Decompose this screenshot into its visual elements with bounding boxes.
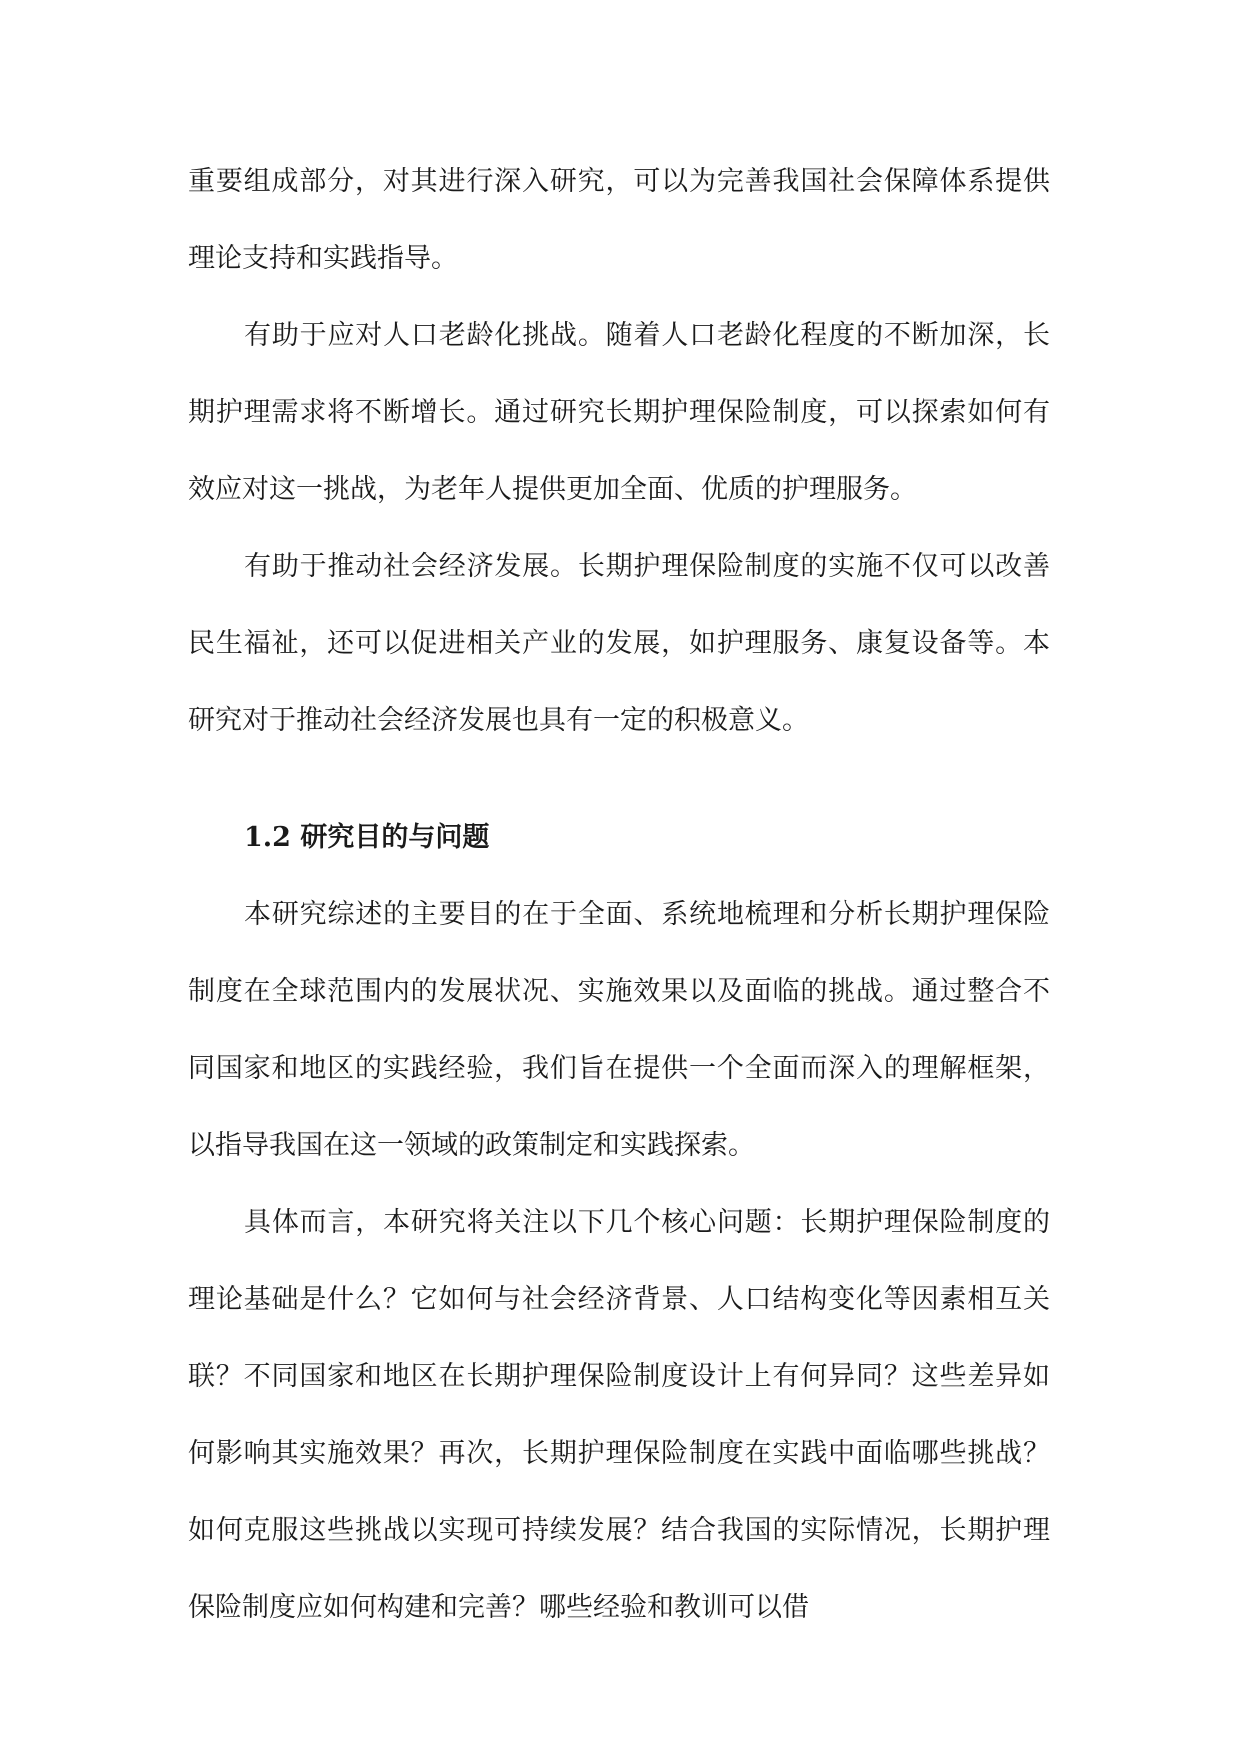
section-heading: 1.2 研究目的与问题 xyxy=(244,822,490,853)
paragraph-aging-challenge: 有助于应对人口老龄化挑战。随着人口老龄化程度的不断加深，长期护理需求将不断增长。通过研究长期护理保险制度，可以探索如何有效应对这一挑战，为老年人提供更加全面、优质的护理服务。 xyxy=(188,320,1050,505)
paragraph-core-questions: 具体而言，本研究将关注以下几个核心问题：长期护理保险制度的理论基础是什么？它如何与社会经济背景、人口结构变化等因素相互关联？不同国家和地区在长期护理保险制度设计上有何异同？这些差异如何影响其实施效果？再次，长期护理保险制度在实践中面临哪些挑战？如何克服这些挑战以实现可持续发展？结合我国的实际情况，长期护理保险制度应如何构建和完善？哪些经验和教训可以借 xyxy=(188,1207,1050,1623)
paragraph-economic-development: 有助于推动社会经济发展。长期护理保险制度的实施不仅可以改善民生福祉，还可以促进相关产业的发展，如护理服务、康复设备等。本研究对于推动社会经济发展也具有一定的积极意义。 xyxy=(188,551,1050,736)
paragraph-continuation: 重要组成部分，对其进行深入研究，可以为完善我国社会保障体系提供理论支持和实践指导。 xyxy=(188,166,1050,274)
document-body xyxy=(188,143,1050,1646)
paragraph-research-purpose: 本研究综述的主要目的在于全面、系统地梳理和分析长期护理保险制度在全球范围内的发展状况、实施效果以及面临的挑战。通过整合不同国家和地区的实践经验，我们旨在提供一个全面而深入的理解框架，以指导我国在这一领域的政策制定和实践探索。 xyxy=(188,899,1050,1161)
